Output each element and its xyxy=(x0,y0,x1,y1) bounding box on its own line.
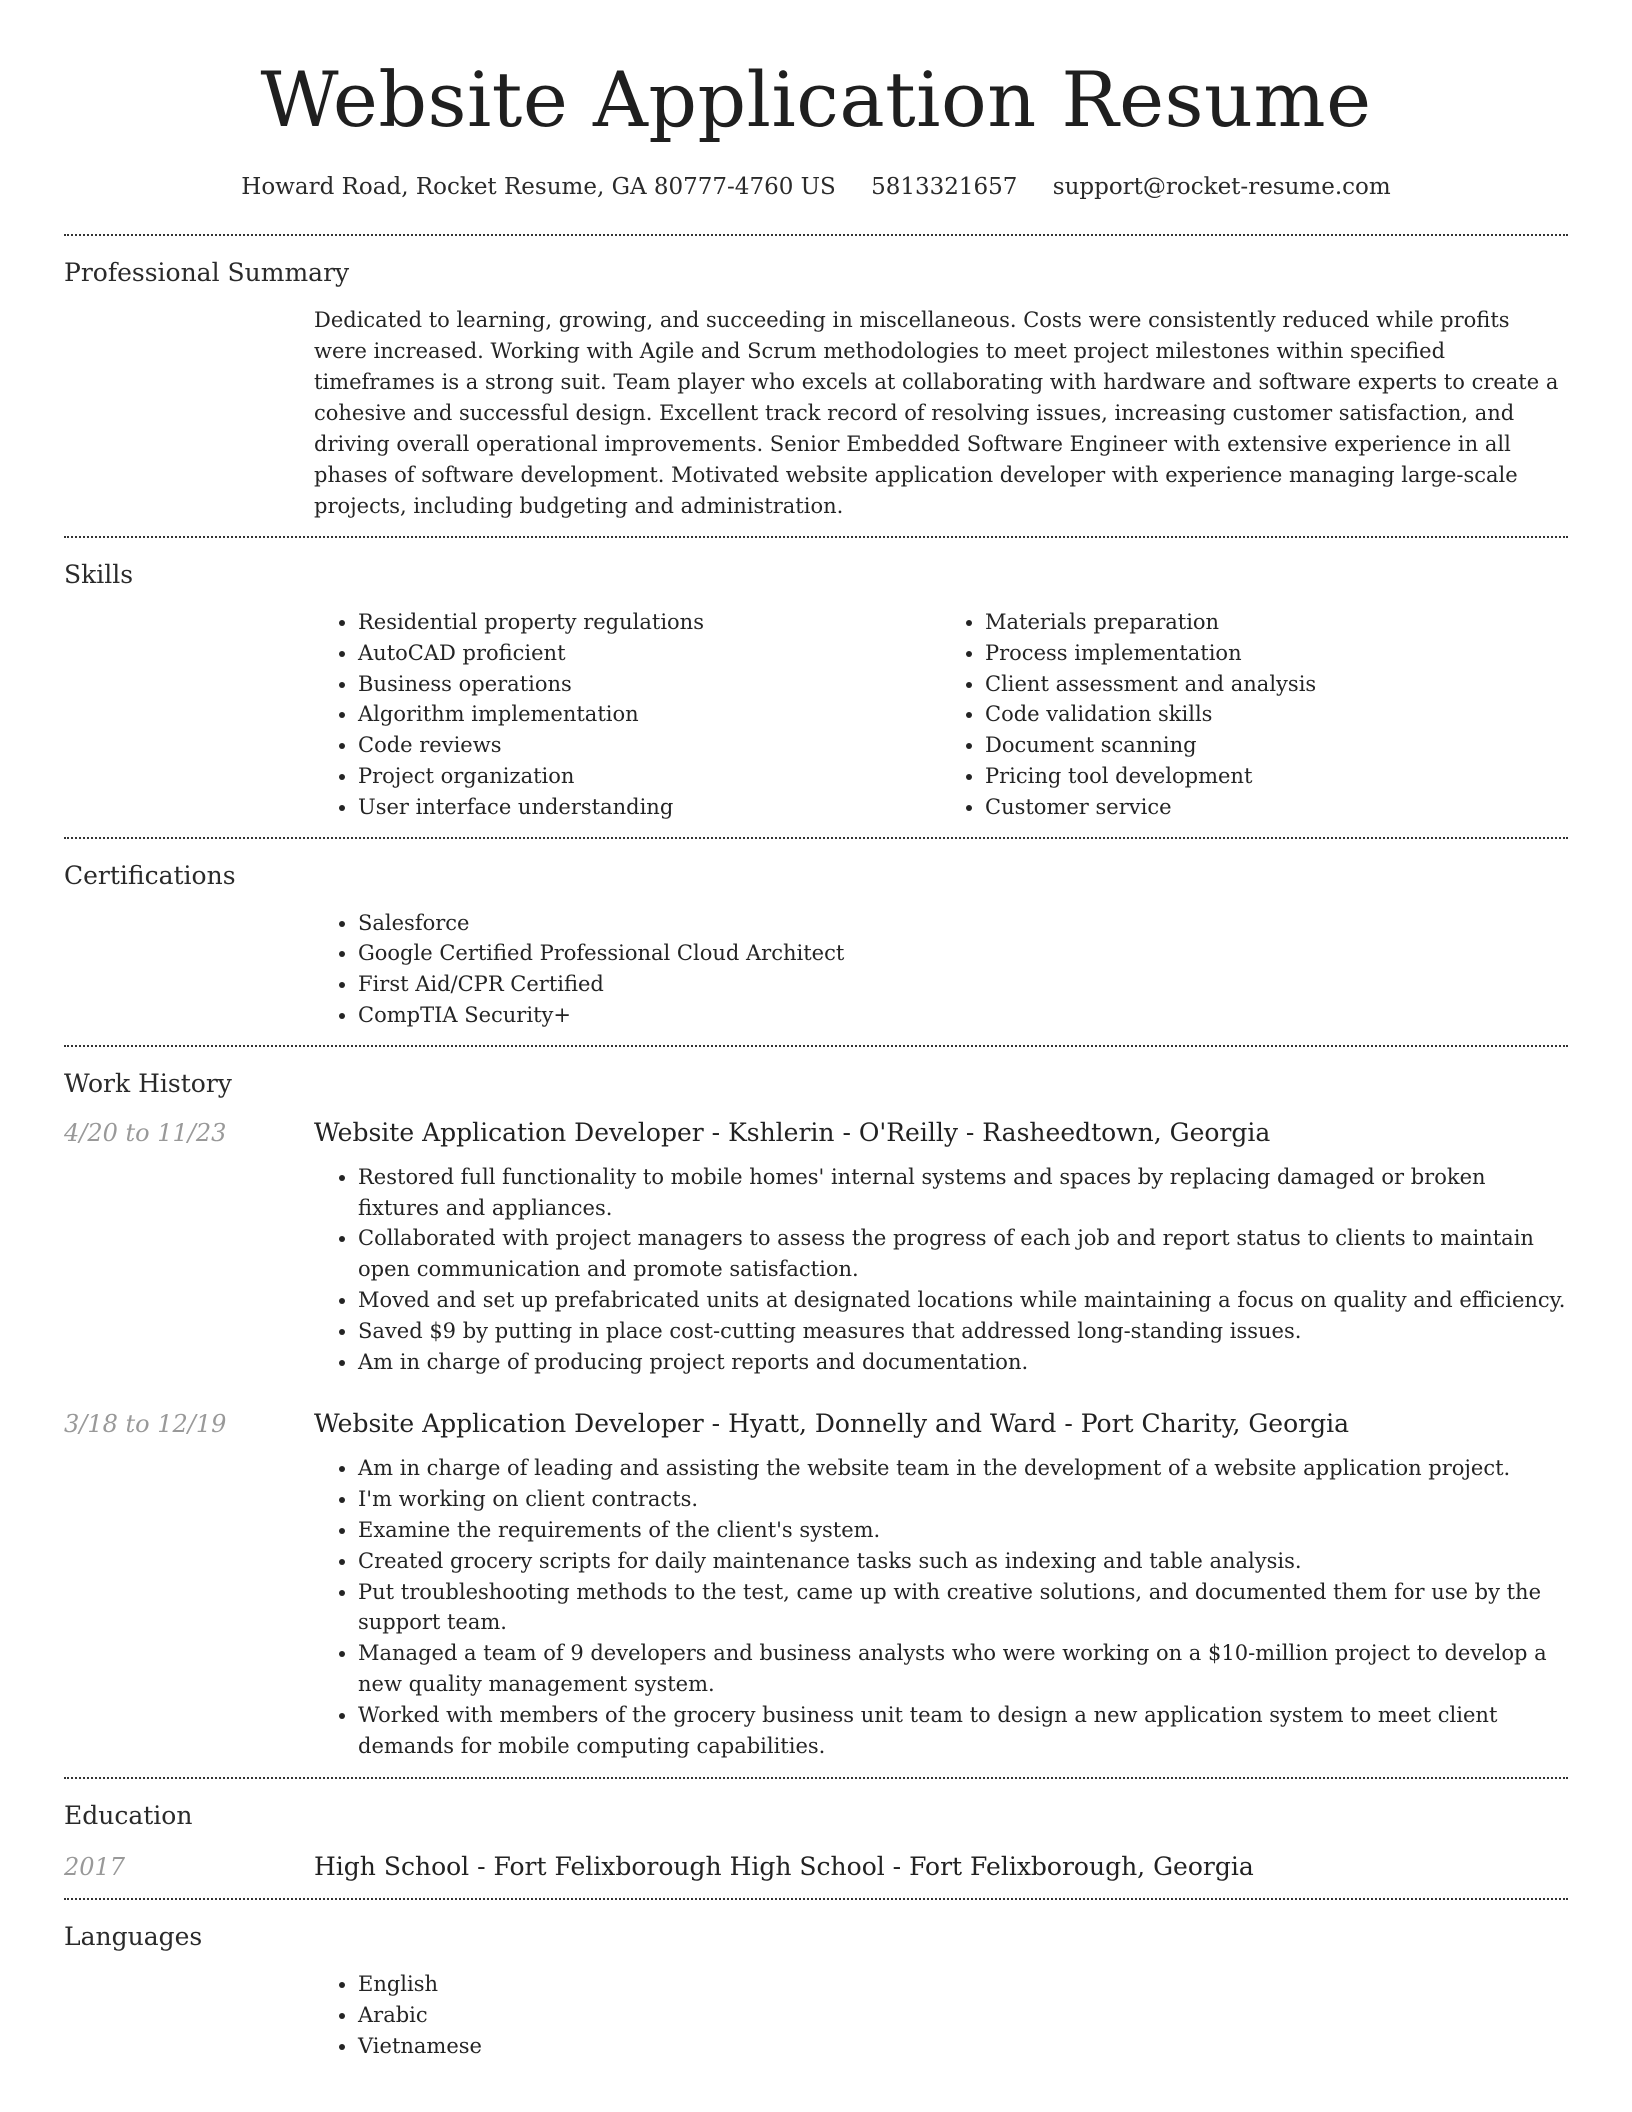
job-bullet: • Am in charge of leading and assisting the website team in the development of a website application project. xyxy=(358,1453,1568,1484)
job-details xyxy=(314,1162,1568,1378)
language-item: • Arabic xyxy=(358,2000,1568,2031)
work-history-heading: Work History xyxy=(64,1068,232,1098)
job-header xyxy=(64,1407,1568,1441)
job-bullet: • Managed a team of 9 developers and business analysts who were working on a $10-million project to develop a new quality management system. xyxy=(358,1638,1568,1700)
language-item: • English xyxy=(358,1969,1568,2000)
skills-list-left xyxy=(314,607,941,823)
skill-item: • Project organization xyxy=(358,761,941,792)
job-bullet: • Put troubleshooting methods to the test, came up with creative solutions, and documented them for use by the support team. xyxy=(358,1577,1568,1639)
job-bullet: • I'm working on client contracts. xyxy=(358,1484,1568,1515)
contact-phone: 5813321657 xyxy=(871,174,1018,200)
certification-item: • Salesforce xyxy=(358,908,1568,939)
education-section xyxy=(64,1779,1568,1898)
summary-text: Dedicated to learning, growing, and succeeding in miscellaneous. Costs were consistently reduced while profits were increased. Working with Agile and Scrum methodologies to meet project milestones within specified timeframes is a strong suit. Team player who excels at collaborating with hardware and software experts to create a cohesive and successful design. Excellent track record of resolving issues, increasing customer satisfaction, and driving overall operational improvements. Senior Embedded Software Engineer with extensive experience in all phases of software development. Motivated website application developer with experience managing large-scale projects, including budgeting and administration. xyxy=(314,308,1559,518)
job-title: Website Application Developer - Hyatt, Donnelly and Ward - Port Charity, Georgia xyxy=(314,1409,1350,1439)
resume-title: Website Application Resume xyxy=(260,55,1372,144)
education-entry xyxy=(64,1850,1568,1898)
languages-body xyxy=(314,1951,1568,2061)
contact-address: Howard Road, Rocket Resume, GA 80777-4760 US xyxy=(241,174,836,200)
job-date: 3/18 to 12/19 xyxy=(64,1410,227,1439)
contact-email: support@rocket-resume.com xyxy=(1052,174,1391,200)
education-detail: High School - Fort Felixborough High School - Fort Felixborough, Georgia xyxy=(314,1852,1254,1882)
job-date: 4/20 to 11/23 xyxy=(64,1118,227,1147)
job-bullets xyxy=(314,1162,1568,1378)
job-title: Website Application Developer - Kshlerin - O'Reilly - Rasheedtown, Georgia xyxy=(314,1117,1271,1147)
certification-item: • CompTIA Security+ xyxy=(358,1000,1568,1031)
certification-item: • First Aid/CPR Certified xyxy=(358,969,1568,1000)
job-bullet: • Examine the requirements of the client's system. xyxy=(358,1515,1568,1546)
skill-item: • AutoCAD proficient xyxy=(358,638,941,669)
education-date: 2017 xyxy=(64,1853,126,1882)
skill-item: • Client assessment and analysis xyxy=(985,669,1568,700)
job-header xyxy=(64,1116,1568,1150)
job-bullet: • Collaborated with project managers to assess the progress of each job and report status to clients to maintain open communication and promote satisfaction. xyxy=(358,1223,1568,1285)
skill-item: • Business operations xyxy=(358,669,941,700)
job-bullet: • Moved and set up prefabricated units at designated locations while maintaining a focus on quality and efficiency. xyxy=(358,1285,1568,1316)
education-heading: Education xyxy=(64,1801,193,1831)
certifications-body xyxy=(314,890,1568,1045)
skill-item: • Process implementation xyxy=(985,638,1568,669)
skill-item: • Code validation skills xyxy=(985,699,1568,730)
summary-section xyxy=(64,236,1568,536)
languages-list xyxy=(314,1969,1568,2061)
job-bullet: • Restored full functionality to mobile homes' internal systems and spaces by replacing damaged or broken fixtures and appliances. xyxy=(358,1162,1568,1224)
resume-header xyxy=(64,0,1568,200)
skill-item: • Document scanning xyxy=(985,730,1568,761)
certifications-heading: Certifications xyxy=(64,860,236,890)
job-bullet: • Saved $9 by putting in place cost-cutting measures that addressed long-standing issues. xyxy=(358,1316,1568,1347)
contact-line xyxy=(64,174,1568,200)
job-bullets xyxy=(314,1453,1568,1761)
languages-section xyxy=(64,1900,1568,2061)
job-bullet: • Created grocery scripts for daily maintenance tasks such as indexing and table analysis. xyxy=(358,1546,1568,1577)
skill-item: • Customer service xyxy=(985,792,1568,823)
skill-item: • Code reviews xyxy=(358,730,941,761)
certification-item: • Google Certified Professional Cloud Architect xyxy=(358,938,1568,969)
summary-heading: Professional Summary xyxy=(64,258,350,287)
skills-section xyxy=(64,538,1568,837)
skills-list-right xyxy=(941,607,1568,823)
certifications-section xyxy=(64,839,1568,1045)
skill-item: • Residential property regulations xyxy=(358,607,941,638)
job-bullet: • Worked with members of the grocery business unit team to design a new application system to meet client demands for mobile computing capabilities. xyxy=(358,1700,1568,1762)
skill-item: • Materials preparation xyxy=(985,607,1568,638)
work-history-section xyxy=(64,1047,1568,1778)
skill-item: • Pricing tool development xyxy=(985,761,1568,792)
certifications-list xyxy=(314,908,1568,1031)
languages-heading: Languages xyxy=(64,1922,203,1952)
job-details xyxy=(314,1453,1568,1761)
skill-item: • Algorithm implementation xyxy=(358,699,941,730)
skills-heading: Skills xyxy=(64,560,134,589)
language-item: • Vietnamese xyxy=(358,2031,1568,2062)
skills-columns xyxy=(314,589,1568,837)
job-bullet: • Am in charge of producing project reports and documentation. xyxy=(358,1347,1568,1378)
skill-item: • User interface understanding xyxy=(358,792,941,823)
